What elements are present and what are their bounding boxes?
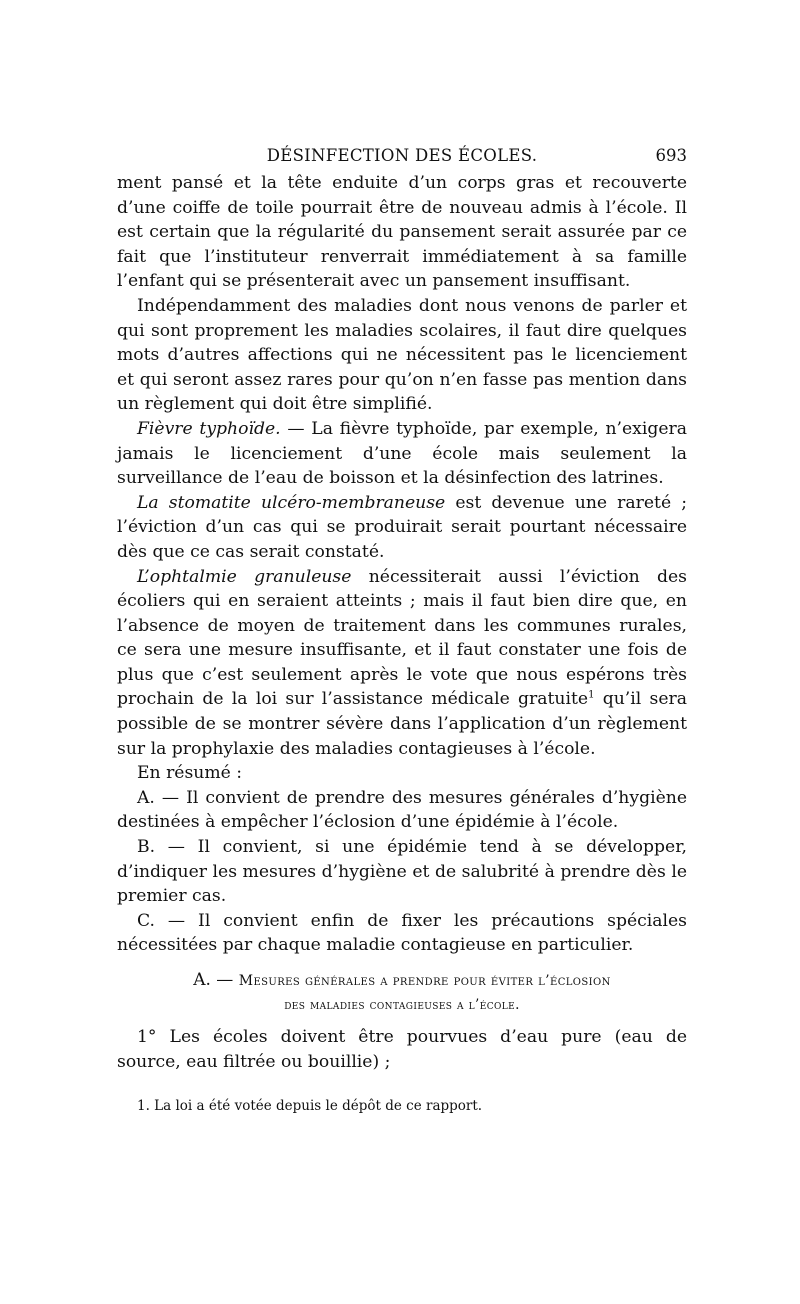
running-head-title: DÉSINFECTION DES ÉCOLES. (266, 146, 538, 165)
ophthalmia-text-a: nécessiterait aussi l’éviction des écoliers qui en seraient atteints ; mais il faut bien dire que, en l’absence de moyen de traitement dans les communes rurales, ce sera une mesure insuffisante, et il faut constater une fois de plus que c’est seulement après le vote que nous espérons très prochain de la loi sur l’assistance médicale gratuite (117, 566, 687, 710)
book-page (117, 141, 687, 1116)
stomatitis-text: est devenue une rareté ; l’éviction d’un cas qui se produirait serait pourtant nécessaire dès que ce cas serait constaté. (117, 492, 687, 562)
paragraph-continuation: ment pansé et la tête enduite d’un corps gras et recouverte d’une coiffe de toile pourrait être de nouveau admis à l’école. Il est certain que la régularité du pansement serait assurée par ce fait que l’instituteur renverrait immédiatement à sa famille l’enfant qui se présenterait avec un pansement insuffisant. (117, 173, 687, 292)
ophthalmia-text-b: qu’il sera possible de se montrer sévère dans l’application d’un règlement sur la prophylaxie des maladies contagieuses à l’école. (117, 689, 687, 759)
paragraph-typhoid (117, 417, 687, 491)
section-heading (117, 968, 687, 1017)
section-heading-line-1: Mesures générales a prendre pour éviter l’éclosion (238, 973, 611, 989)
page-number: 693 (655, 146, 687, 165)
term-ophthalmia: L’ophtalmie granuleuse (137, 566, 352, 587)
paragraph-stomatitis (117, 491, 687, 565)
term-stomatitis: La stomatite ulcéro-membraneuse (137, 492, 446, 513)
paragraph-summary-c: C. — Il convient enfin de fixer les précautions spéciales nécessitées par chaque maladie contagieuse en particulier. (117, 910, 687, 956)
running-head (117, 141, 687, 171)
paragraph-summary-a: A. — Il convient de prendre des mesures générales d’hygiène destinées à empêcher l’éclosion d’une épidémie à l’école. (117, 787, 687, 833)
paragraph-summary-b: B. — Il convient, si une épidémie tend à se développer, d’indiquer les mesures d’hygiène et de salubrité à prendre dès le premier cas. (117, 837, 687, 907)
footnote-text: La loi a été votée depuis le dépôt de ce rapport. (149, 1098, 483, 1115)
body-text (117, 171, 687, 958)
paragraph-ophthalmia (117, 565, 687, 762)
paragraph-other-diseases: Indépendamment des maladies dont nous venons de parler et qui sont proprement les maladies scolaires, il faut dire quelques mots d’autres affections qui ne nécessitent pas le licenciement et qui seront assez rares pour qu’on n’en fasse pas mention dans un règlement qui doit être simplifié. (117, 295, 687, 415)
paragraph-water: 1° Les écoles doivent être pourvues d’eau pure (eau de source, eau filtrée ou bouillie) ; (117, 1027, 687, 1072)
section-prefix: A. — (193, 970, 239, 990)
footnote (117, 1096, 687, 1116)
paragraph-summary-intro: En résumé : (137, 763, 243, 784)
section-heading-line-2: des maladies contagieuses a l’école. (284, 997, 520, 1013)
typhoid-text: — La fièvre typhoïde, par exemple, n’exigera jamais le licenciement d’une école mais seulement la surveillance de l’eau de boisson et la désinfection des latrines. (117, 418, 687, 489)
term-typhoid: Fièvre typhoïde. (137, 418, 281, 439)
section-body (117, 1025, 687, 1074)
footnote-marker: 1. (137, 1098, 150, 1115)
footnote-reference: 1 (588, 689, 595, 701)
